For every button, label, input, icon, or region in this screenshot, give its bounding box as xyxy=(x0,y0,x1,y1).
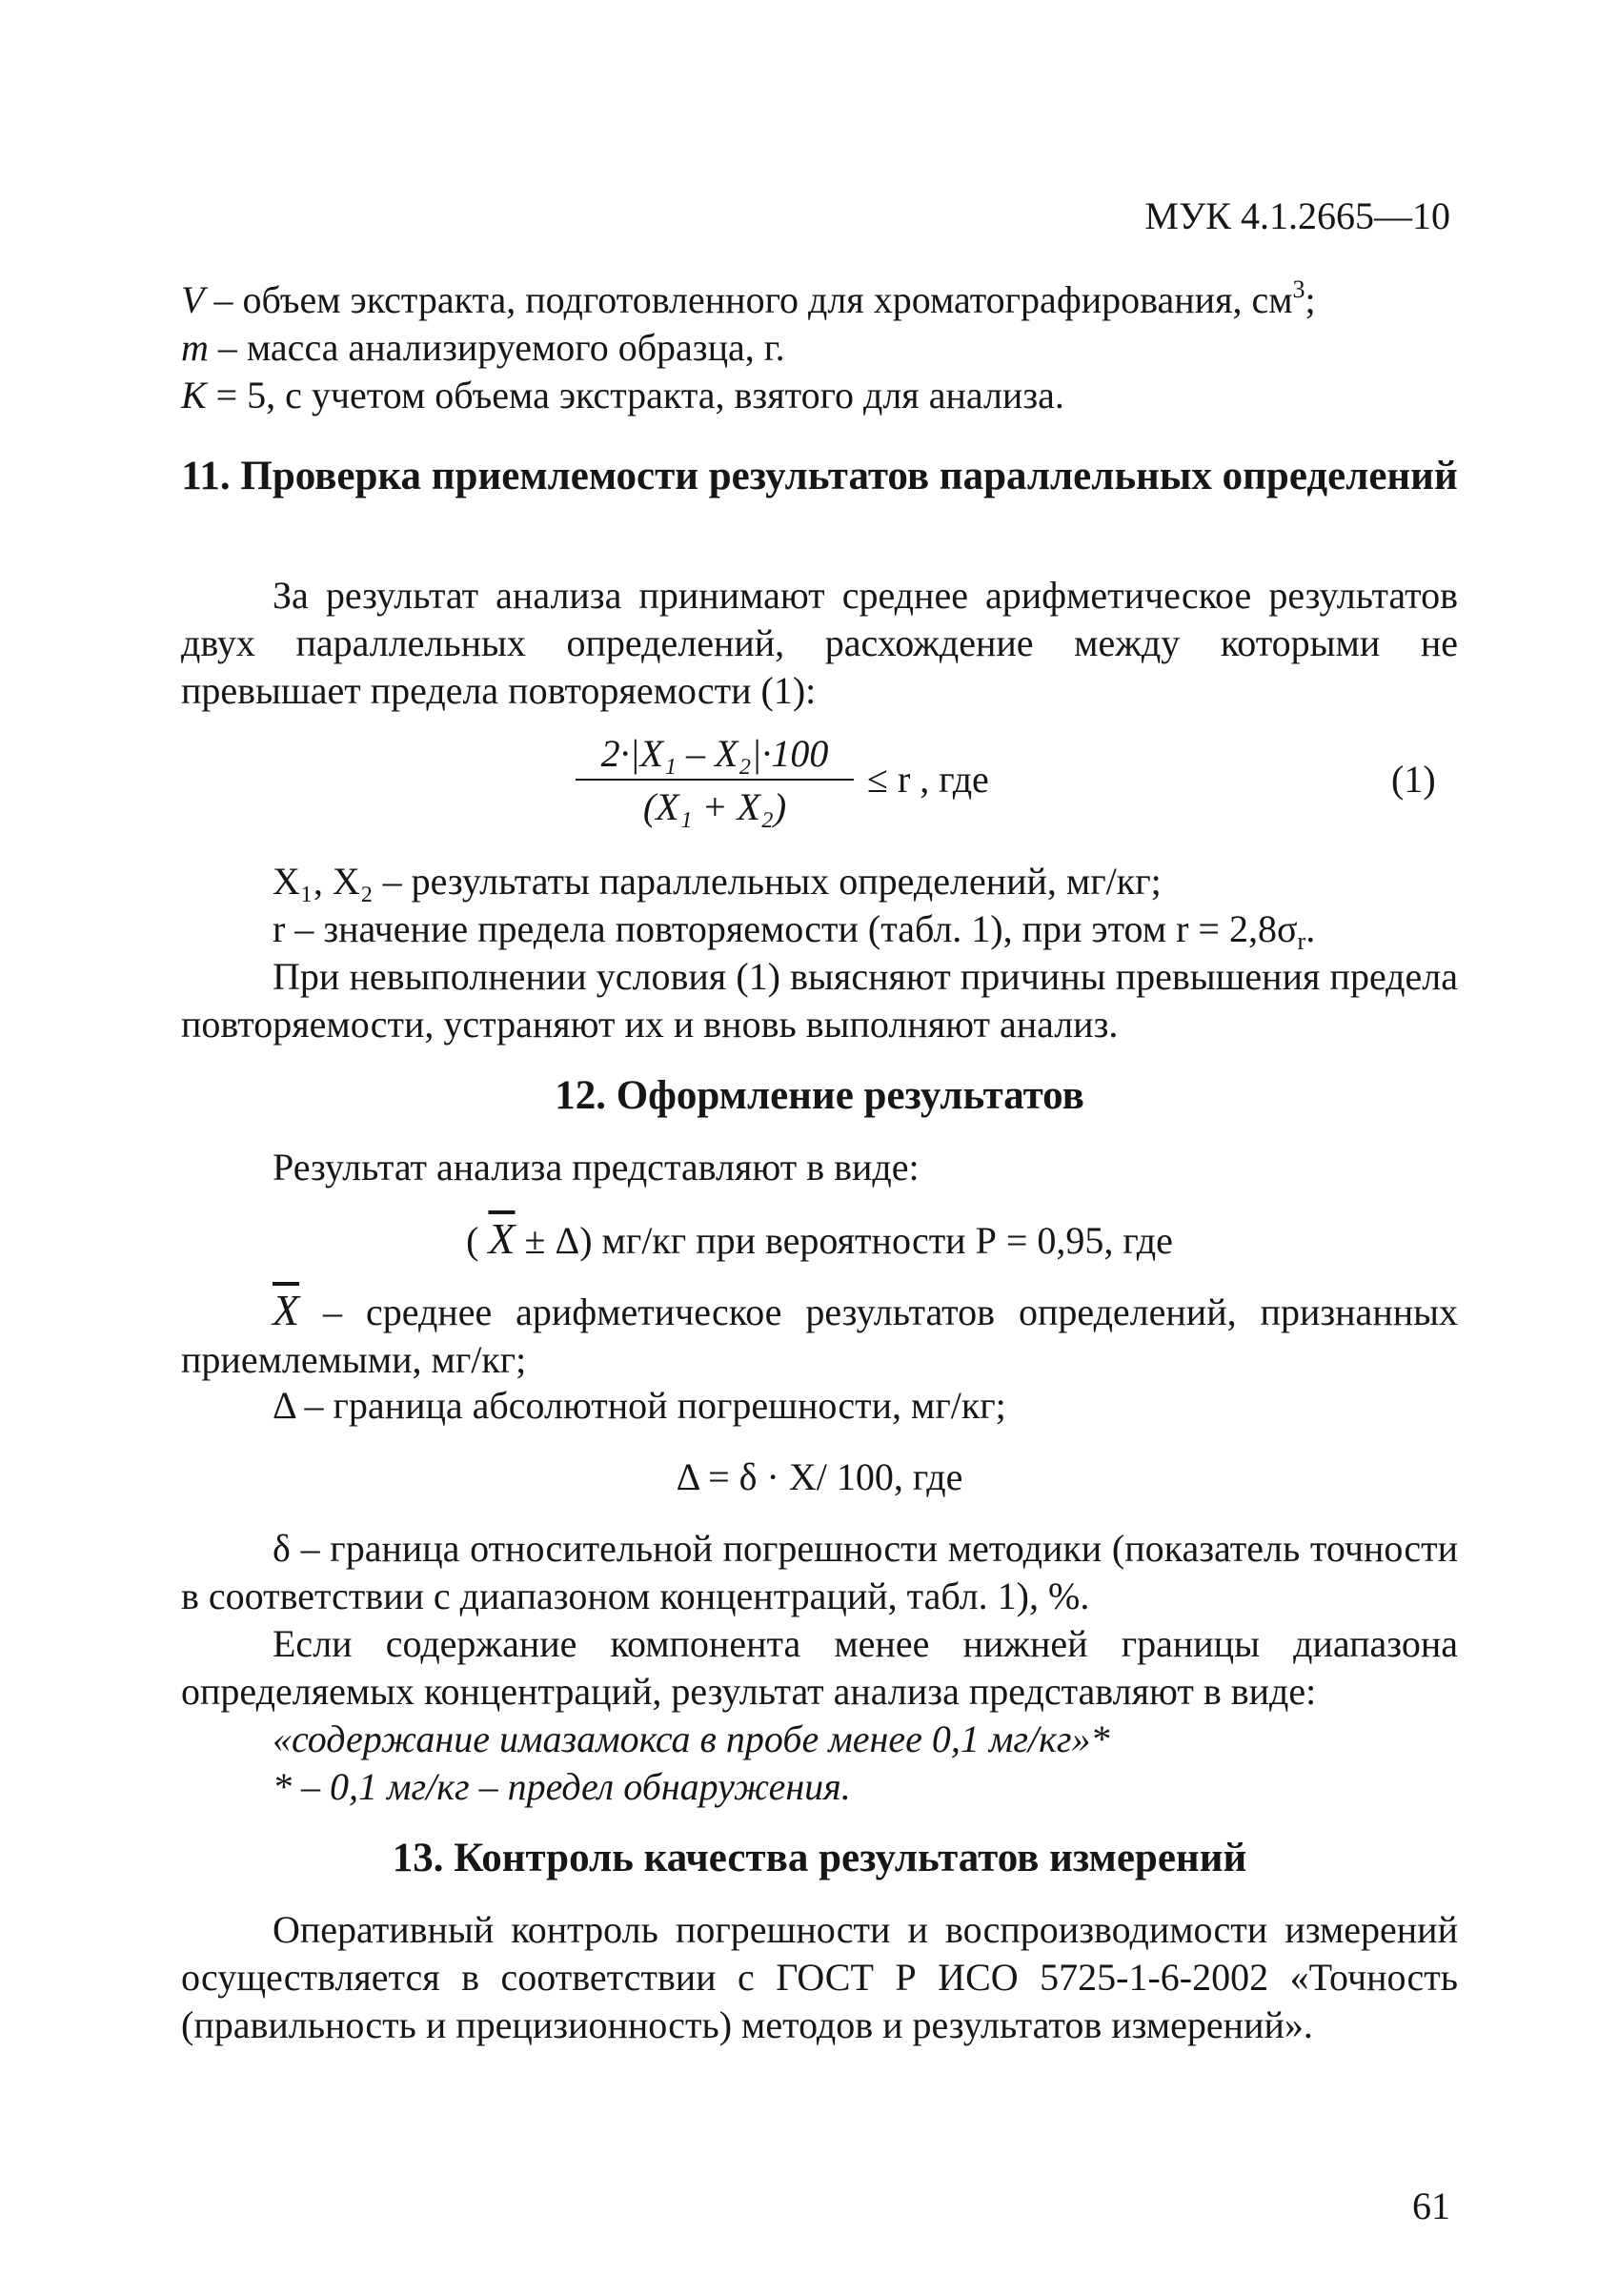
definition-mean-x-symbol: $\overline{X}$ xyxy=(273,1286,300,1334)
variable-k-symbol: К xyxy=(181,374,207,417)
variable-m-symbol: m xyxy=(181,326,209,369)
formula-number: (1) xyxy=(1391,758,1436,801)
footnote: * – 0,1 мг/кг – предел обнаружения. xyxy=(273,1765,851,1808)
variable-m-text: – масса анализируемого образца, г. xyxy=(208,326,785,369)
definition-mean-x xyxy=(181,1287,1458,1384)
definition-r-subscript: r xyxy=(1297,927,1306,955)
definition-r-end: . xyxy=(1305,907,1316,950)
lower-limit-text: Если содержание компонента менее нижней границы диапазона определяемых концентраций, результат анализа представляют в виде: xyxy=(181,1622,1458,1713)
result-quote: «содержание имазамокса в пробе менее 0,1 мг/кг»* xyxy=(273,1717,1110,1760)
section-11-heading: 11. Проверка приемлемости результатов параллельных определений xyxy=(181,454,1458,498)
variable-m-line xyxy=(181,324,1458,372)
variable-v-end: ; xyxy=(1305,278,1316,321)
section-12-heading: 12. Оформление результатов xyxy=(555,1073,1084,1118)
result-expression-rest: ± Δ) мг/кг при вероятности Р = 0,95, где xyxy=(515,1219,1173,1262)
definition-mean-x-text: – среднее арифметическое результатов определений, признанных приемлемыми, мг/кг; xyxy=(181,1290,1458,1381)
definition-x1-x2: X₁, X₂ – результаты параллельных определений, мг/кг; xyxy=(273,860,1162,903)
result-expression xyxy=(181,1215,1458,1265)
variable-v-text: – объем экстракта, подготовленного для хроматографирования, см xyxy=(204,278,1293,321)
delta-formula: Δ = δ · X/ 100, где xyxy=(676,1455,963,1498)
section-11-intro: За результат анализа принимают среднее арифметическое результатов двух параллельных определений, расхождение между которыми не превышает предела повторяемости (1): xyxy=(181,574,1458,712)
definition-r xyxy=(181,905,1458,953)
variable-v-superscript: 3 xyxy=(1292,275,1305,303)
result-open-paren: ( xyxy=(466,1219,489,1262)
variable-definitions xyxy=(181,276,1458,419)
definition-small-delta: δ – граница относительной погрешности методики (показатель точности в соответствии с диапазоном концентраций, табл. 1), %. xyxy=(181,1527,1458,1617)
formula-relation: ≤ r , где xyxy=(867,758,989,801)
formula-denominator: (X₁ + X₂) xyxy=(642,785,787,828)
variable-v-symbol: V xyxy=(181,278,205,321)
document-code: МУК 4.1.2665—10 xyxy=(1144,194,1450,237)
variable-k-text: = 5, с учетом объема экстракта, взятого для анализа. xyxy=(206,374,1064,417)
section-12-intro: Результат анализа представляют в виде: xyxy=(273,1146,920,1189)
section-13-heading: 13. Контроль качества результатов измерений xyxy=(392,1836,1247,1880)
definition-delta: Δ – граница абсолютной погрешности, мг/кг; xyxy=(273,1384,1006,1427)
formula-fraction xyxy=(572,729,858,830)
section-13-text: Оперативный контроль погрешности и воспроизводимости измерений осуществляется в соответствии с ГОСТ Р ИСО 5725-1-6-2002 «Точность (правильность и прецизионность) методов и результатов измерений». xyxy=(181,1908,1458,2046)
variable-v-line xyxy=(181,276,1458,324)
formula-numerator: 2·|X₁ – X₂|·100 xyxy=(600,732,829,775)
repeatability-formula xyxy=(572,729,1436,843)
definition-r-text: r – значение предела повторяемости (табл. 1), при этом r = 2,8σ xyxy=(273,907,1298,950)
variable-k-line xyxy=(181,372,1458,419)
page-number: 61 xyxy=(1412,2184,1450,2227)
condition-failure-text: При невыполнении условия (1) выясняют причины превышения предела повторяемости, устраняют их и вновь выполняют анализ. xyxy=(181,955,1458,1046)
mean-x-symbol: $\overline{X}$ xyxy=(488,1214,516,1263)
